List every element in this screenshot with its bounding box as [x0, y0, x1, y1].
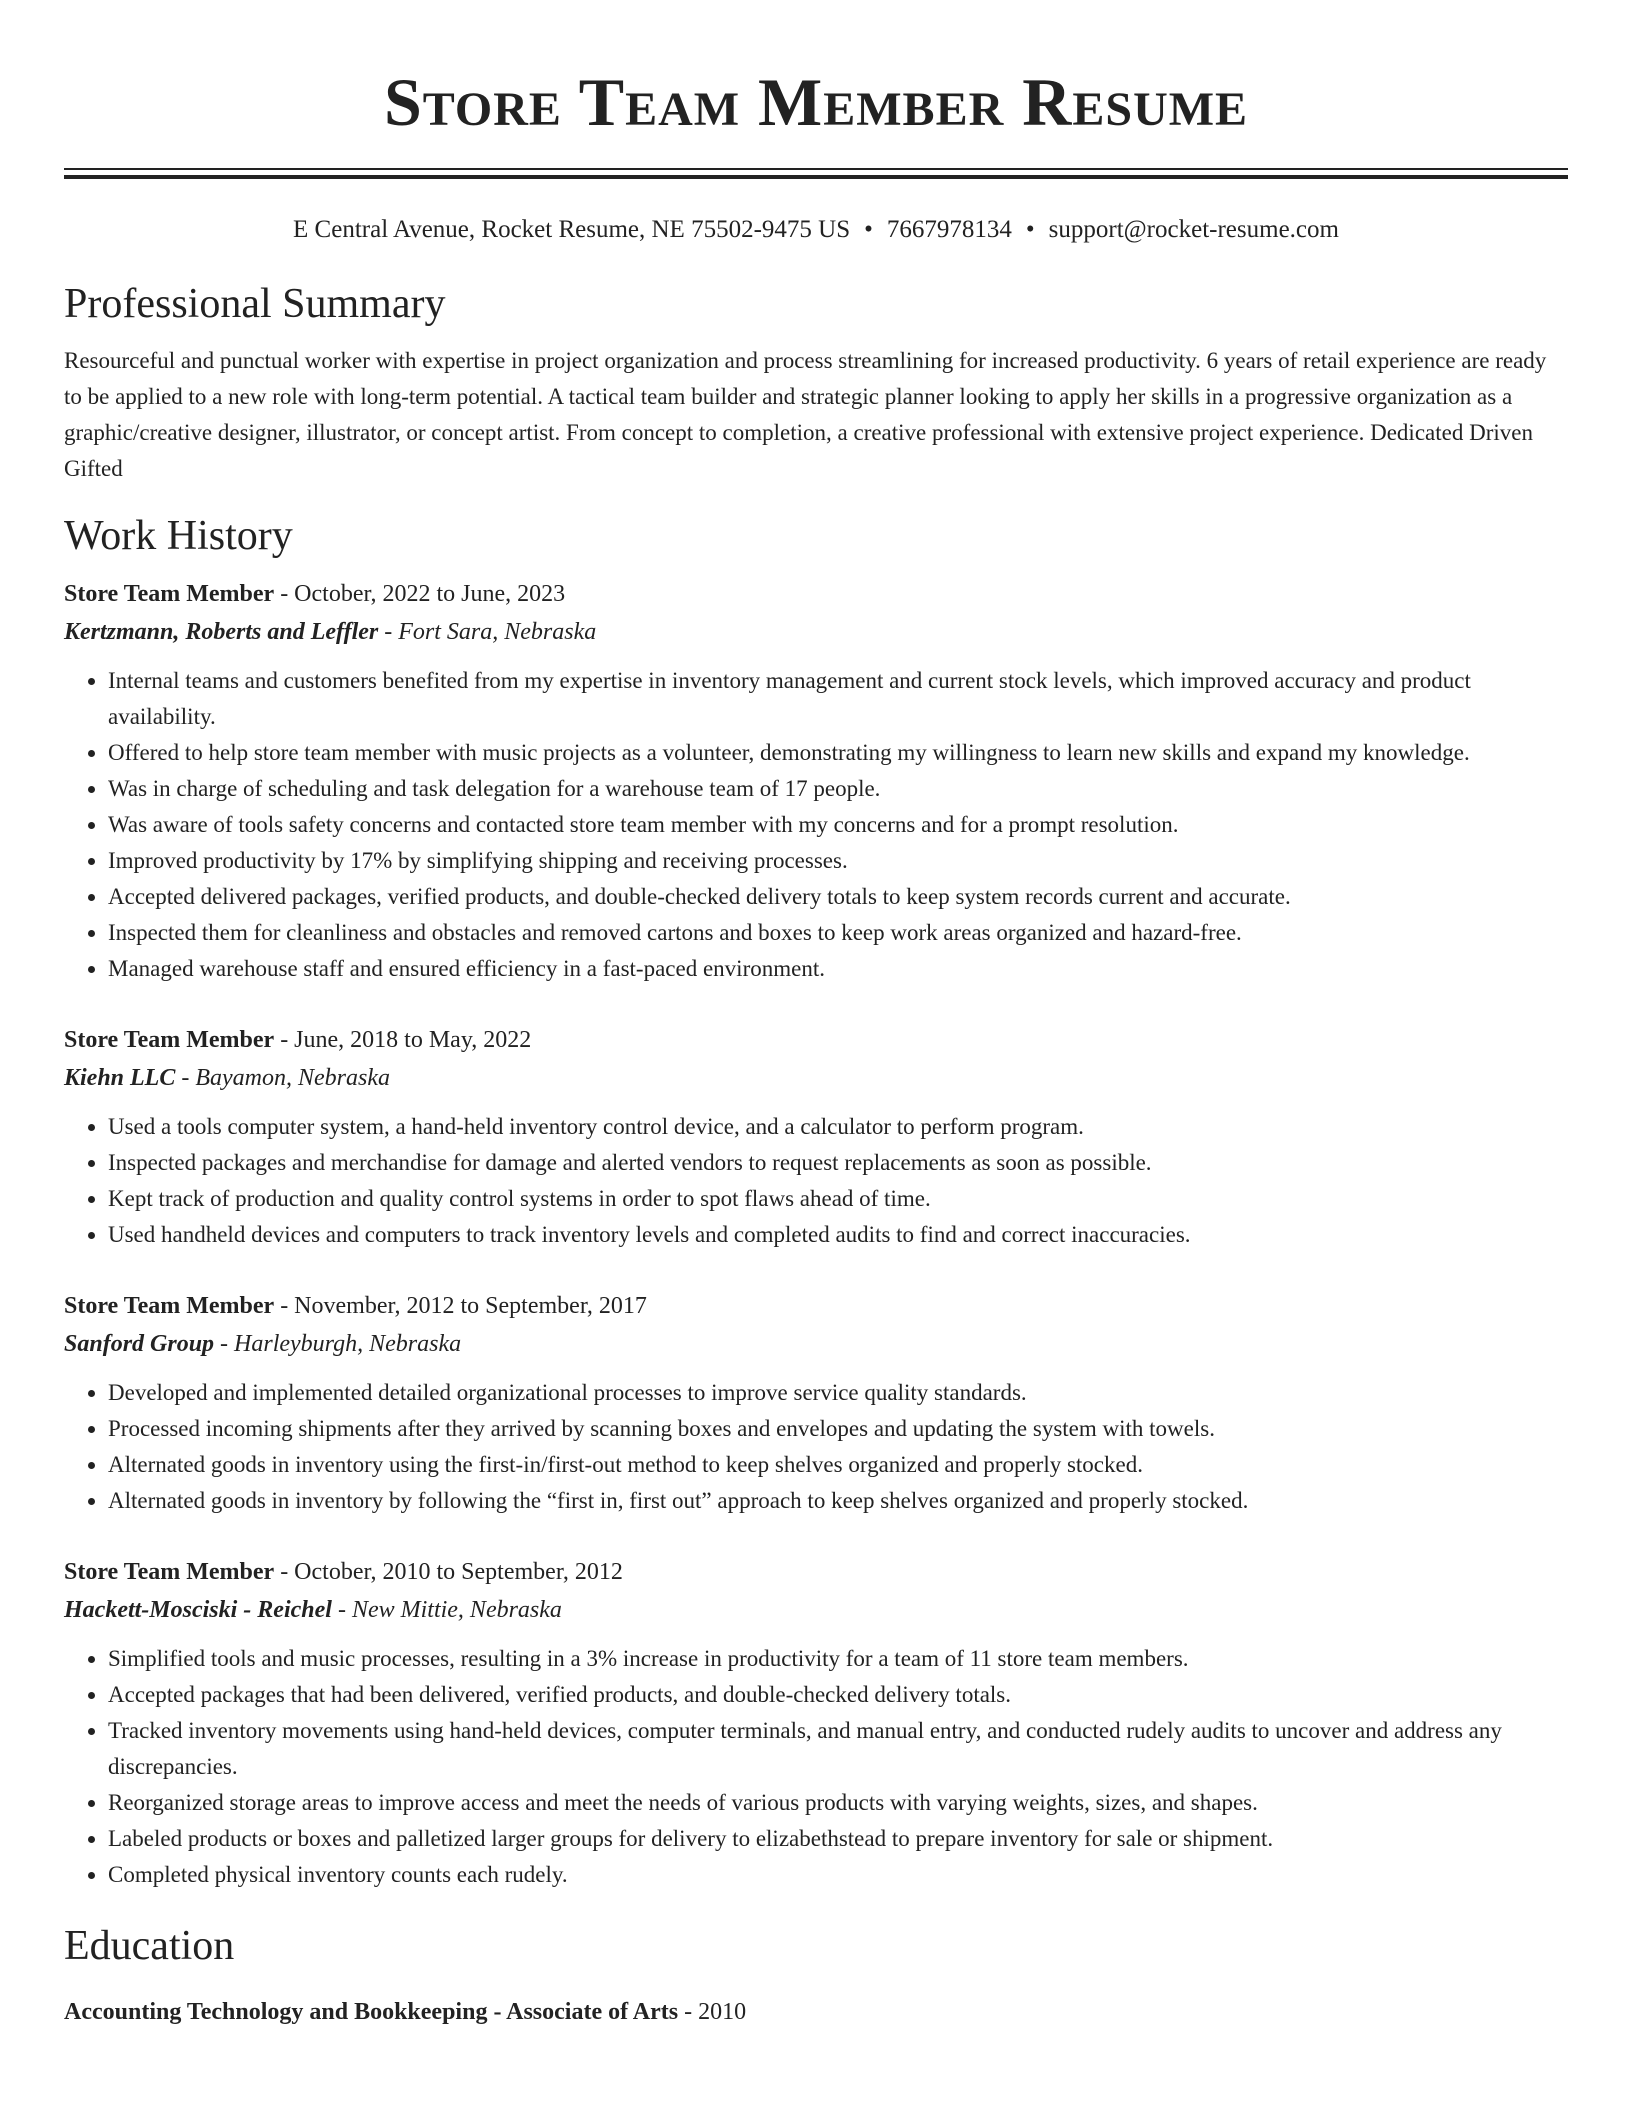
work-history-list — [64, 575, 1568, 1893]
job-entry — [64, 1287, 1568, 1519]
education-year: - 2010 — [678, 1999, 747, 2025]
job-location: - Bayamon, Nebraska — [175, 1065, 390, 1091]
job-bullet: • Internal teams and customers benefited from my expertise in inventory management and current stock levels, which improved accuracy and product availability. — [108, 663, 1568, 735]
job-title: Store Team Member — [64, 1293, 275, 1319]
job-dates: - October, 2022 to June, 2023 — [274, 581, 566, 607]
job-title-line — [64, 575, 1568, 613]
work-history-heading: Work History — [64, 513, 293, 559]
contact-address: E Central Avenue, Rocket Resume, NE 75502-9475 US — [293, 216, 851, 243]
job-bullet: • Improved productivity by 17% by simplifying shipping and receiving processes. — [108, 843, 1568, 879]
contact-separator: • — [1025, 216, 1035, 243]
job-bullet: • Developed and implemented detailed organizational processes to improve service quality standards. — [108, 1375, 1568, 1411]
job-bullet: • Tracked inventory movements using hand-held devices, computer terminals, and manual entry, and conducted rudely audits to uncover and address any discrepancies. — [108, 1713, 1568, 1785]
job-bullet-list — [64, 1109, 1568, 1253]
job-company: Hackett-Mosciski - Reichel — [64, 1597, 332, 1623]
job-title: Store Team Member — [64, 1027, 275, 1053]
job-bullet: • Used a tools computer system, a hand-held inventory control device, and a calculator to perform program. — [108, 1109, 1568, 1145]
job-company: Kiehn LLC — [64, 1065, 176, 1091]
job-title-line — [64, 1553, 1568, 1591]
job-bullet: • Completed physical inventory counts each rudely. — [108, 1857, 1568, 1893]
job-bullet: • Alternated goods in inventory by following the “first in, first out” approach to keep shelves organized and properly stocked. — [108, 1483, 1568, 1519]
job-location: - Fort Sara, Nebraska — [378, 619, 597, 645]
job-bullet: • Used handheld devices and computers to track inventory levels and completed audits to find and correct inaccuracies. — [108, 1217, 1568, 1253]
job-entry — [64, 1021, 1568, 1253]
job-bullet: • Simplified tools and music processes, resulting in a 3% increase in productivity for a team of 11 store team members. — [108, 1641, 1568, 1677]
summary-heading: Professional Summary — [64, 281, 446, 327]
job-location: - Harleyburgh, Nebraska — [214, 1331, 462, 1357]
job-entry — [64, 1553, 1568, 1893]
title-divider — [64, 168, 1568, 179]
job-location: - New Mittie, Nebraska — [331, 1597, 562, 1623]
contact-phone: 7667978134 — [886, 216, 1012, 243]
resume-title: Store Team Member Resume — [383, 64, 1249, 140]
job-bullet: • Was aware of tools safety concerns and contacted store team member with my concerns and for a prompt resolution. — [108, 807, 1568, 843]
job-title-line — [64, 1287, 1568, 1325]
job-title-line — [64, 1021, 1568, 1059]
job-bullet: • Inspected packages and merchandise for damage and alerted vendors to request replacements as soon as possible. — [108, 1145, 1568, 1181]
education-heading: Education — [64, 1923, 235, 1969]
job-company-line — [64, 1059, 1568, 1097]
job-bullet: • Accepted delivered packages, verified products, and double-checked delivery totals to keep system records current and accurate. — [108, 879, 1568, 915]
job-company: Sanford Group — [64, 1331, 215, 1357]
summary-text: Resourceful and punctual worker with expertise in project organization and process streamlining for increased productivity. 6 years of retail experience are ready to be applied to a new role with long-term potential. A tactical team builder and strategic planner looking to apply her skills in a progressive organization as a graphic/creative designer, illustrator, or concept artist. From concept to completion, a creative professional with extensive project experience. Dedicated Driven Gifted — [64, 348, 1547, 481]
job-bullet: • Processed incoming shipments after they arrived by scanning boxes and envelopes and updating the system with towels. — [108, 1411, 1568, 1447]
education-degree: Accounting Technology and Bookkeeping - Associate of Arts — [64, 1999, 679, 2025]
job-bullet: • Inspected them for cleanliness and obstacles and removed cartons and boxes to keep work areas organized and hazard-free. — [108, 915, 1568, 951]
resume-page — [64, 0, 1568, 2031]
job-bullet: • Labeled products or boxes and palletized larger groups for delivery to elizabethstead to prepare inventory for sale or shipment. — [108, 1821, 1568, 1857]
job-dates: - June, 2018 to May, 2022 — [274, 1027, 532, 1053]
job-entry — [64, 575, 1568, 987]
job-company-line — [64, 1591, 1568, 1629]
job-bullet: • Alternated goods in inventory using the first-in/first-out method to keep shelves organized and properly stocked. — [108, 1447, 1568, 1483]
job-company-line — [64, 1325, 1568, 1363]
job-bullet: • Offered to help store team member with music projects as a volunteer, demonstrating my willingness to learn new skills and expand my knowledge. — [108, 735, 1568, 771]
job-bullet: • Kept track of production and quality control systems in order to spot flaws ahead of time. — [108, 1181, 1568, 1217]
job-bullet: • Was in charge of scheduling and task delegation for a warehouse team of 17 people. — [108, 771, 1568, 807]
education-entry — [64, 1993, 1568, 2031]
job-bullet-list — [64, 663, 1568, 987]
job-bullet-list — [64, 1641, 1568, 1893]
job-dates: - October, 2010 to September, 2012 — [274, 1559, 623, 1585]
contact-email[interactable]: support@rocket-resume.com — [1048, 216, 1339, 243]
job-bullet-list — [64, 1375, 1568, 1519]
job-title: Store Team Member — [64, 581, 275, 607]
job-company: Kertzmann, Roberts and Leffler — [64, 619, 379, 645]
job-bullet: • Reorganized storage areas to improve access and meet the needs of various products with varying weights, sizes, and shapes. — [108, 1785, 1568, 1821]
contact-separator: • — [864, 216, 873, 243]
education-list — [64, 1993, 1568, 2031]
contact-line — [64, 213, 1568, 247]
job-title: Store Team Member — [64, 1559, 275, 1585]
job-dates: - November, 2012 to September, 2017 — [274, 1293, 647, 1319]
job-bullet: • Accepted packages that had been delivered, verified products, and double-checked delivery totals. — [108, 1677, 1568, 1713]
job-bullet: • Managed warehouse staff and ensured efficiency in a fast-paced environment. — [108, 951, 1568, 987]
job-company-line — [64, 613, 1568, 651]
